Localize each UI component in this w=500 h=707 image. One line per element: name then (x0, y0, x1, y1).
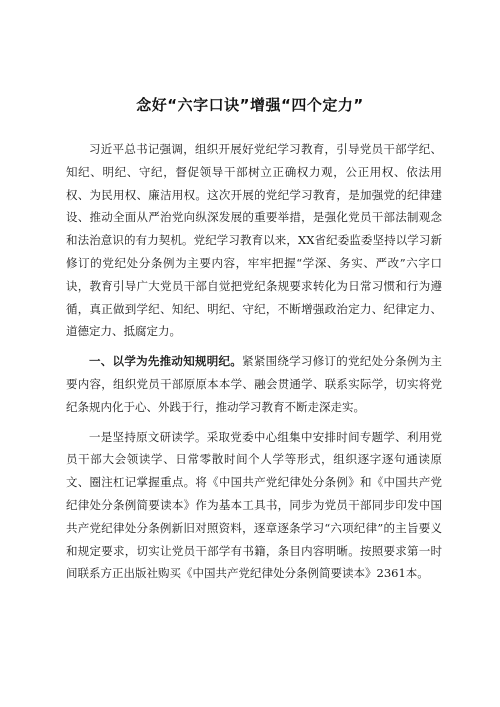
paragraph (66, 138, 442, 343)
paragraph-text: 一是坚持原文研读学。采取党委中心组集中安排时间专题学、利用党员干部大会领读学、日常零散时间个人学等形式，组织逐字逐句通读原文、圈注杠记掌握重点。将《中国共产党纪律处分条例》和《中国共产党纪律处分条例简要读本》作为基本工具书，同步为党员干部同步印发中国共产党纪律处分条例新旧对照资料，逐章逐条学习“六项纪律”的主旨要义和规定要求，切实让党员干部学有书籍，条目内容明晰。按照要求第一时间联系方正出版社购买《中国共产党纪律处分条例简要读本》2361本。 (66, 429, 442, 581)
paragraph (66, 426, 442, 586)
paragraph-text: 习近平总书记强调，组织开展好党纪学习教育，引导党员干部学纪、知纪、明纪、守纪，督促领导干部树立正确权力观，公正用权、依法用权、为民用权、廉洁用权。这次开展的党纪学习教育，是加强党的纪律建设、推动全面从严治党向纵深发展的重要举措，是强化党员干部法制观念和法治意识的有力契机。党纪学习教育以来，XX省纪委监委坚持以学习新修订的党纪处分条例为主要内容，牢牢把握“学深、务实、严改”六字口诀，教育引导广大党员干部自觉把党纪条规要求转化为日常习惯和行为遵循，真正做到学纪、知纪、明纪、守纪，不断增强政治定力、纪律定力、道德定力、抵腐定力。 (66, 142, 442, 339)
paragraph-text: 紧紧围绕学习修订的党纪处分条例为主要内容，组织党员干部原原本本学、融会贯通学、联系实际学，切实将党纪条规内化于心、外践于行，推动学习教育不断走深走实。 (66, 354, 443, 414)
document-body (66, 138, 442, 592)
paragraph (66, 350, 442, 418)
document-title: 念好“六字口诀”增强“四个定力” (136, 96, 364, 114)
section-heading: 一、以学为先推动知规明纪。 (89, 354, 243, 369)
